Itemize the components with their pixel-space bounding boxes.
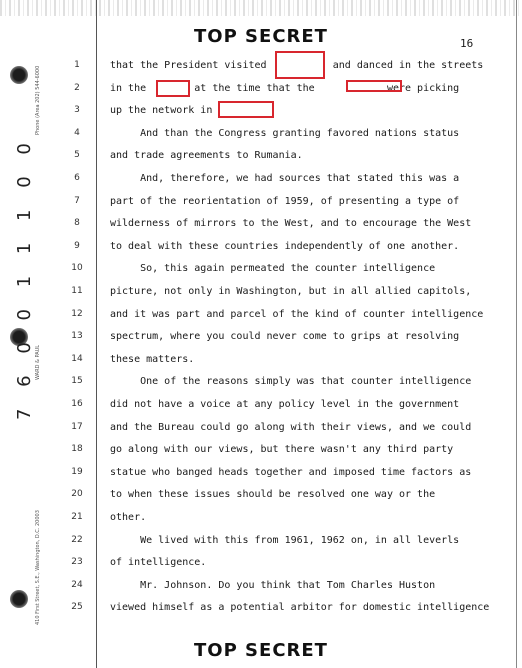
transcript-line: of intelligence.	[110, 557, 207, 569]
transcript-line: did not have a voice at any policy level in the government	[110, 399, 460, 410]
transcript-line: viewed himself as a potential arbitor for domestic intelligence	[110, 602, 490, 614]
transcript-line: part of the reorientation of 1959, of presenting a type of	[110, 195, 460, 207]
line-number: 11	[71, 286, 83, 296]
line-number: 22	[71, 534, 83, 545]
redaction-box-2	[156, 80, 190, 97]
redaction-box-1	[275, 51, 325, 79]
line-number: 9	[74, 240, 80, 251]
line-number: 15	[71, 376, 83, 387]
transcript-line: One of the reasons simply was that counter intelligence	[110, 376, 472, 388]
line-number: 2	[74, 82, 80, 93]
transcript-line: And than the Congress granting favored nations status	[110, 127, 460, 139]
classification-footer: TOP SECRET	[194, 640, 328, 661]
scan-noise-band	[0, 0, 522, 16]
line-number: 4	[74, 127, 80, 138]
binder-hole-top	[10, 66, 28, 84]
transcript-line: wilderness of mirrors to the West, and to encourage the West	[110, 218, 472, 230]
transcript-line: We lived with this from 1961, 1962 on, in all leverls	[110, 534, 460, 546]
binder-hole-bottom	[10, 590, 28, 608]
line-number: 1	[74, 60, 80, 70]
line-number: 18	[71, 444, 83, 455]
transcript-line: in the at the time that the were picking	[110, 82, 460, 94]
line-number: 7	[74, 195, 80, 206]
transcript-line: So, this again permeated the counter intelligence	[110, 263, 436, 275]
transcript-line: up the network in	[110, 105, 213, 117]
line-number: 12	[71, 308, 83, 319]
line-number: 3	[74, 105, 80, 116]
line-number: 19	[71, 466, 83, 477]
classification-header: TOP SECRET	[194, 26, 328, 47]
line-number: 24	[71, 579, 83, 590]
transcript-line: and it was part and parcel of the kind of counter intelligence	[110, 308, 484, 320]
redaction-box-3	[346, 80, 402, 92]
line-number: 8	[74, 218, 80, 229]
line-number: 20	[71, 489, 83, 500]
line-number: 10	[71, 263, 83, 274]
margin-rule	[96, 0, 97, 668]
transcript-line: picture, not only in Washington, but in all allied capitols,	[110, 286, 472, 297]
transcript-line: go along with our views, but there wasn't any third party	[110, 444, 454, 456]
transcript-line: other.	[110, 512, 147, 523]
transcript-line: to deal with these countries independently of one another.	[110, 240, 460, 252]
margin-address-text: 410 First Street, S.E., Washington, D.C. 20003	[35, 510, 41, 625]
transcript-line: that the President visited and danced in the streets	[110, 60, 484, 71]
transcript-line: and trade agreements to Rumania.	[110, 150, 303, 162]
line-number: 25	[71, 602, 83, 613]
line-number: 23	[71, 557, 83, 568]
line-number: 13	[71, 331, 83, 342]
line-number: 21	[71, 512, 83, 522]
redaction-box-4	[218, 101, 274, 118]
transcript-line: these matters.	[110, 353, 195, 365]
transcript-line: And, therefore, we had sources that stated this was a	[110, 173, 460, 184]
transcript-line: and the Bureau could go along with their views, and we could	[110, 421, 472, 433]
line-number: 14	[71, 353, 83, 364]
transcript-line: statue who banged heads together and imposed time factors as	[110, 466, 472, 478]
margin-document-number: 7 6 0 0 1 1 1 0 0	[14, 135, 35, 420]
line-number: 6	[74, 173, 80, 183]
transcript-line: to when these issues should be resolved one way or the	[110, 489, 436, 501]
line-number: 5	[74, 150, 80, 161]
transcript-line: spectrum, where you could never come to grips at resolving	[110, 331, 460, 343]
line-number: 16	[71, 399, 83, 409]
right-margin-rule	[516, 0, 517, 668]
margin-phone-text: Phone (Area 202) 544-6000	[35, 65, 41, 135]
margin-reporter-text: WARD & PAUL	[35, 344, 41, 380]
line-number: 17	[71, 421, 83, 432]
page-number: 16	[460, 37, 474, 50]
transcript-line: Mr. Johnson. Do you think that Tom Charles Huston	[110, 579, 436, 591]
